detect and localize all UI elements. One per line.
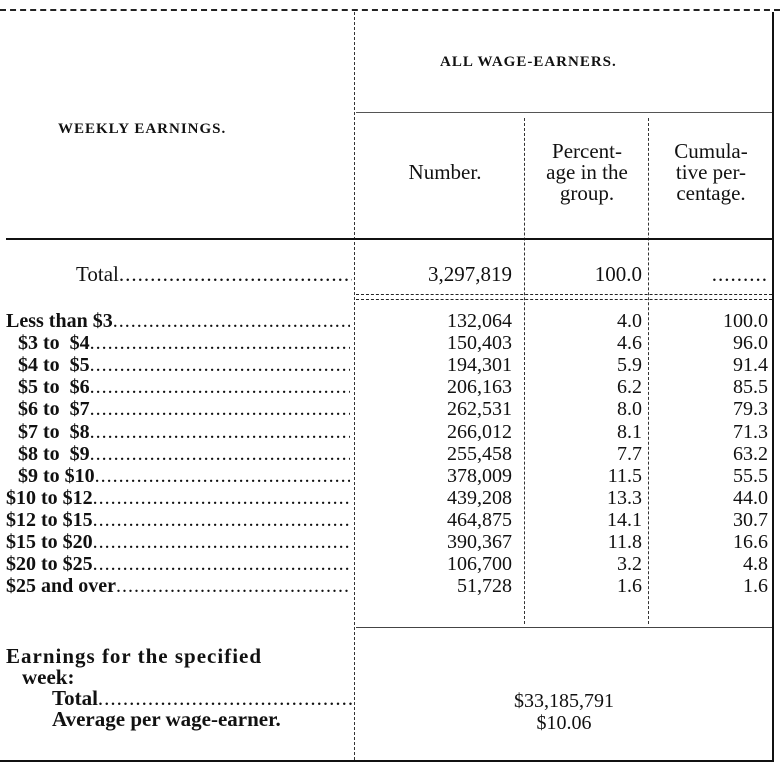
row-label	[18, 398, 350, 420]
row-cumulative: 63.2	[733, 442, 768, 465]
group-header: ALL WAGE-EARNERS.	[440, 54, 617, 70]
row-label	[18, 465, 350, 487]
row-number: 255,458	[447, 442, 512, 465]
row-label	[6, 310, 350, 332]
row-cumulative: 79.3	[733, 398, 768, 421]
row-cumulative: 100.0	[723, 310, 768, 332]
row-label-text: $3 to $4	[18, 332, 90, 355]
row-label-text: $9 to $10	[18, 464, 95, 487]
table-row	[0, 553, 780, 575]
row-cumulative: 1.6	[743, 575, 768, 598]
row-cumulative: 85.5	[733, 376, 768, 399]
row-number: 132,064	[447, 310, 512, 332]
table-row	[0, 487, 780, 509]
row-label	[18, 332, 350, 354]
row-percentage: 8.1	[617, 420, 642, 443]
row-cumulative: 96.0	[733, 332, 768, 355]
row-cumulative: 71.3	[733, 420, 768, 443]
column-header-cumulative-line: Cumula-	[674, 139, 748, 163]
total-label	[76, 262, 352, 286]
row-number: 262,531	[447, 398, 512, 421]
row-label-text: Less than $3	[6, 310, 113, 332]
column-header-cumulative	[650, 141, 772, 204]
row-label-text: $7 to $8	[18, 420, 90, 443]
row-number: 106,700	[447, 553, 512, 576]
row-percentage: 14.1	[607, 508, 642, 531]
table-row	[0, 332, 780, 354]
row-label	[18, 376, 350, 398]
table-row	[0, 354, 780, 376]
row-cumulative: 16.6	[733, 531, 768, 553]
row-number: 206,163	[447, 376, 512, 399]
row-label-text: $25 and over	[6, 575, 116, 598]
row-percentage: 3.2	[617, 553, 642, 576]
row-percentage: 11.5	[607, 464, 642, 487]
row-label-text: $15 to $20	[6, 531, 93, 553]
row-label	[18, 354, 350, 376]
earnings-total-row	[6, 688, 352, 709]
column-header-percentage-line: group.	[559, 181, 615, 205]
table-row	[0, 465, 780, 487]
row-cumulative: 55.5	[733, 464, 768, 487]
table-row	[0, 443, 780, 465]
row-number: 194,301	[447, 354, 512, 377]
row-cumulative: 44.0	[733, 486, 768, 509]
row-percentage: 5.9	[617, 354, 642, 377]
row-label	[6, 487, 350, 509]
earnings-heading-line2: week:	[22, 665, 75, 689]
earnings-average-value: $10.06	[536, 712, 592, 734]
row-percentage: 4.6	[617, 332, 642, 355]
row-number: 266,012	[447, 420, 512, 443]
row-percentage: 4.0	[617, 310, 642, 332]
earnings-heading-line1: Earnings for the specified	[6, 644, 263, 668]
data-bottom-rule	[356, 627, 772, 628]
row-percentage: 1.6	[617, 575, 642, 598]
row-label-text: $8 to $9	[18, 442, 90, 465]
row-label-text: $6 to $7	[18, 398, 90, 421]
row-cumulative: 4.8	[743, 553, 768, 576]
total-number: 3,297,819	[428, 262, 512, 286]
row-label-text: $4 to $5	[18, 354, 90, 377]
row-number: 464,875	[447, 508, 512, 531]
row-label-text: $20 to $25	[6, 553, 93, 576]
row-label-text: $5 to $6	[18, 376, 90, 399]
column-header-percentage-line: age in the	[546, 160, 628, 184]
column-header-number	[376, 162, 514, 183]
table-row	[0, 376, 780, 398]
row-label	[18, 443, 350, 465]
row-percentage: 7.7	[617, 442, 642, 465]
table-row	[0, 398, 780, 420]
table-row	[0, 310, 780, 332]
earnings-heading	[6, 646, 352, 730]
row-number: 150,403	[447, 332, 512, 355]
row-percentage: 13.3	[607, 486, 642, 509]
earnings-total-value: $33,185,791	[514, 690, 614, 712]
column-header-cumulative-line: centage.	[676, 181, 746, 205]
row-cumulative: 30.7	[733, 508, 768, 531]
row-label	[18, 421, 350, 443]
column-header-number-line: Number.	[408, 160, 482, 184]
column-header-percentage-line: Percent-	[552, 139, 622, 163]
earnings-total-label: Total	[52, 688, 98, 709]
earnings-average-label: Average per wage-earner.	[52, 707, 281, 731]
row-label-text: $12 to $15	[6, 508, 93, 531]
total-rule-lower	[356, 299, 772, 300]
top-rule	[0, 9, 780, 11]
row-number: 51,728	[457, 575, 512, 598]
total-cumulative: .........	[711, 262, 768, 286]
total-percentage: 100.0	[594, 262, 642, 286]
row-label	[6, 531, 350, 553]
row-number: 390,367	[447, 531, 512, 553]
row-label	[6, 575, 350, 597]
column-header-percentage	[526, 141, 648, 204]
bottom-rule	[0, 760, 774, 762]
row-label	[6, 553, 350, 575]
total-label-text: Total	[76, 262, 119, 286]
table-row	[0, 509, 780, 531]
table-row	[0, 575, 780, 597]
table-row	[0, 531, 780, 553]
row-percentage: 6.2	[617, 376, 642, 399]
total-rule-upper	[356, 294, 772, 295]
column-header-cumulative-line: tive per-	[675, 160, 747, 184]
row-percentage: 11.8	[607, 531, 642, 553]
row-label-text: $10 to $12	[6, 486, 93, 509]
row-cumulative: 91.4	[733, 354, 768, 377]
row-number: 378,009	[447, 464, 512, 487]
table-row	[0, 421, 780, 443]
stub-header: WEEKLY EARNINGS.	[58, 121, 227, 137]
row-number: 439,208	[447, 486, 512, 509]
row-percentage: 8.0	[617, 398, 642, 421]
row-label	[6, 509, 350, 531]
group-header-rule	[356, 112, 772, 113]
header-rule	[6, 238, 772, 240]
